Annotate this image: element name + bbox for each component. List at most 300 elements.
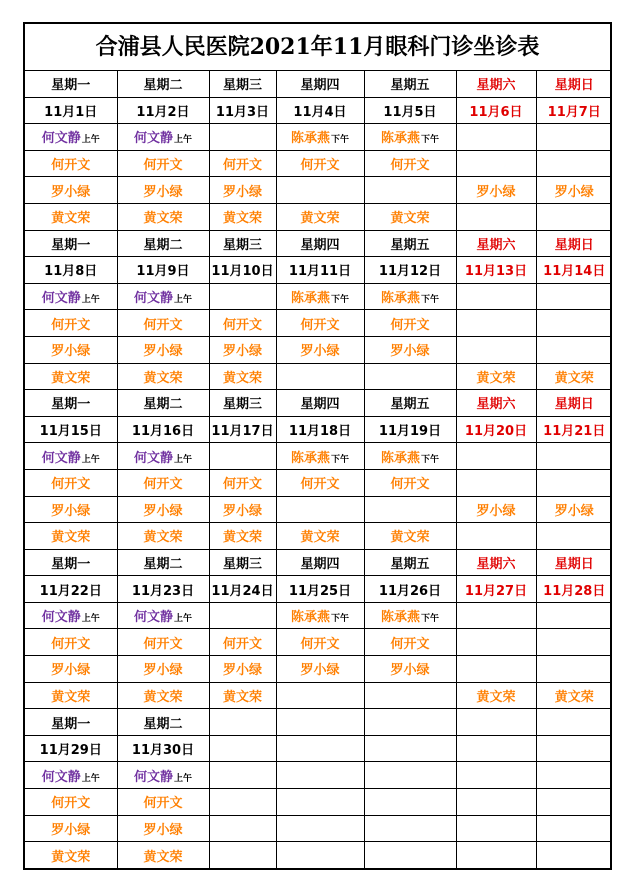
doctor-cell	[364, 124, 456, 151]
session-label: 上午	[174, 614, 193, 625]
date-row	[25, 416, 612, 443]
doctor-name: 何开文	[300, 477, 340, 493]
doctor-cell	[209, 602, 276, 629]
doctor-cell	[276, 469, 364, 496]
doctor-name: 罗小绿	[390, 344, 430, 360]
doctor-cell	[25, 203, 117, 230]
doctor-cell	[276, 523, 364, 550]
doctor-cell	[209, 336, 276, 363]
doctor-name: 黄文荣	[143, 849, 183, 865]
doctor-cell	[364, 363, 456, 390]
doctor-name: 黄文荣	[51, 849, 91, 865]
doctor-cell	[117, 789, 209, 816]
date-cell: 11月13日	[456, 257, 536, 284]
doctor-cell	[209, 496, 276, 523]
doctor-name: 何开文	[300, 158, 340, 174]
doctor-cell	[456, 150, 536, 177]
doctor-cell	[117, 656, 209, 683]
doctor-cell	[25, 815, 117, 842]
doctor-row	[25, 789, 612, 816]
doctor-cell	[25, 629, 117, 656]
doctor-row	[25, 177, 612, 204]
date-cell: 11月8日	[25, 257, 117, 284]
weekday-cell: 星期五	[364, 549, 456, 576]
date-cell: 11月29日	[25, 735, 117, 762]
doctor-name: 黄文荣	[222, 211, 262, 227]
session-label: 下午	[421, 614, 440, 625]
doctor-cell	[276, 496, 364, 523]
doctor-cell	[276, 283, 364, 310]
doctor-cell	[456, 602, 536, 629]
doctor-cell	[25, 602, 117, 629]
doctor-cell	[209, 283, 276, 310]
date-cell: 11月6日	[456, 97, 536, 124]
page-title: 合浦县人民医院2021年11月眼科门诊坐诊表	[25, 24, 610, 71]
doctor-cell	[536, 762, 612, 789]
doctor-name: 罗小绿	[222, 184, 262, 200]
weekday-cell: 星期二	[117, 230, 209, 257]
doctor-name: 罗小绿	[390, 663, 430, 679]
weekday-cell: 星期六	[456, 230, 536, 257]
doctor-cell	[25, 310, 117, 337]
doctor-name: 黄文荣	[222, 689, 262, 705]
doctor-row	[25, 842, 612, 868]
date-cell: 11月11日	[276, 257, 364, 284]
doctor-cell	[536, 496, 612, 523]
session-label: 上午	[81, 135, 100, 146]
date-cell: 11月12日	[364, 257, 456, 284]
doctor-cell	[364, 177, 456, 204]
weekday-cell: 星期三	[209, 390, 276, 417]
weekday-cell: 星期六	[456, 549, 536, 576]
doctor-cell	[364, 789, 456, 816]
date-cell: 11月28日	[536, 576, 612, 603]
doctor-cell	[364, 150, 456, 177]
weekday-row	[25, 709, 612, 736]
doctor-name: 陈承燕	[290, 610, 330, 626]
doctor-cell	[25, 842, 117, 868]
doctor-cell	[25, 682, 117, 709]
doctor-name: 罗小绿	[143, 344, 183, 360]
doctor-name: 黄文荣	[51, 370, 91, 386]
doctor-cell	[456, 443, 536, 470]
doctor-cell	[117, 523, 209, 550]
weekday-cell	[536, 709, 612, 736]
doctor-name: 何开文	[143, 317, 183, 333]
doctor-cell	[276, 656, 364, 683]
schedule-table	[25, 71, 612, 868]
date-cell: 11月30日	[117, 735, 209, 762]
doctor-name: 黄文荣	[554, 370, 594, 386]
doctor-row	[25, 629, 612, 656]
weekday-cell: 星期六	[456, 71, 536, 97]
doctor-name: 何文静	[41, 131, 81, 147]
doctor-cell	[209, 150, 276, 177]
doctor-cell	[456, 789, 536, 816]
doctor-name: 罗小绿	[143, 503, 183, 519]
doctor-cell	[276, 602, 364, 629]
doctor-name: 何开文	[390, 158, 430, 174]
doctor-name: 黄文荣	[300, 211, 340, 227]
doctor-cell	[536, 842, 612, 868]
doctor-cell	[536, 656, 612, 683]
doctor-cell	[117, 815, 209, 842]
doctor-name: 罗小绿	[51, 663, 91, 679]
doctor-name: 罗小绿	[222, 344, 262, 360]
doctor-name: 何开文	[143, 796, 183, 812]
date-cell: 11月22日	[25, 576, 117, 603]
doctor-cell	[209, 629, 276, 656]
date-cell	[276, 735, 364, 762]
doctor-cell	[209, 762, 276, 789]
doctor-cell	[364, 656, 456, 683]
doctor-name: 黄文荣	[51, 689, 91, 705]
weekday-row	[25, 390, 612, 417]
schedule-sheet	[23, 22, 612, 870]
doctor-cell	[536, 124, 612, 151]
doctor-name: 罗小绿	[51, 184, 91, 200]
weekday-cell: 星期三	[209, 71, 276, 97]
doctor-cell	[364, 443, 456, 470]
weekday-cell	[209, 709, 276, 736]
doctor-cell	[25, 177, 117, 204]
doctor-cell	[209, 203, 276, 230]
doctor-cell	[117, 496, 209, 523]
doctor-cell	[456, 469, 536, 496]
doctor-row	[25, 283, 612, 310]
doctor-name: 何开文	[51, 477, 91, 493]
doctor-name: 何文静	[133, 291, 173, 307]
date-cell: 11月21日	[536, 416, 612, 443]
weekday-cell: 星期一	[25, 71, 117, 97]
doctor-cell	[117, 150, 209, 177]
doctor-cell	[117, 363, 209, 390]
doctor-cell	[276, 682, 364, 709]
doctor-row	[25, 602, 612, 629]
date-cell: 11月18日	[276, 416, 364, 443]
doctor-cell	[536, 815, 612, 842]
weekday-cell: 星期三	[209, 549, 276, 576]
doctor-name: 罗小绿	[51, 503, 91, 519]
doctor-name: 何文静	[41, 450, 81, 466]
doctor-cell	[364, 336, 456, 363]
session-label: 上午	[81, 454, 100, 465]
doctor-name: 罗小绿	[143, 663, 183, 679]
doctor-cell	[209, 682, 276, 709]
doctor-cell	[364, 469, 456, 496]
doctor-row	[25, 762, 612, 789]
doctor-cell	[536, 629, 612, 656]
doctor-row	[25, 336, 612, 363]
doctor-cell	[25, 523, 117, 550]
date-cell: 11月16日	[117, 416, 209, 443]
doctor-cell	[117, 602, 209, 629]
weekday-row	[25, 71, 612, 97]
date-cell: 11月3日	[209, 97, 276, 124]
doctor-cell	[456, 815, 536, 842]
weekday-cell: 星期四	[276, 390, 364, 417]
doctor-name: 何文静	[133, 769, 173, 785]
doctor-cell	[25, 443, 117, 470]
session-label: 上午	[174, 135, 193, 146]
doctor-cell	[456, 629, 536, 656]
doctor-cell	[209, 789, 276, 816]
session-label: 上午	[174, 295, 193, 306]
doctor-cell	[456, 124, 536, 151]
doctor-name: 罗小绿	[476, 184, 516, 200]
doctor-cell	[536, 310, 612, 337]
doctor-row	[25, 124, 612, 151]
date-cell: 11月19日	[364, 416, 456, 443]
weekday-cell: 星期五	[364, 71, 456, 97]
doctor-cell	[536, 283, 612, 310]
doctor-cell	[456, 310, 536, 337]
doctor-cell	[25, 363, 117, 390]
doctor-cell	[209, 523, 276, 550]
doctor-cell	[117, 469, 209, 496]
doctor-cell	[209, 656, 276, 683]
weekday-cell: 星期一	[25, 230, 117, 257]
doctor-name: 黄文荣	[300, 530, 340, 546]
doctor-name: 何文静	[133, 131, 173, 147]
doctor-name: 罗小绿	[51, 344, 91, 360]
doctor-cell	[536, 177, 612, 204]
doctor-cell	[276, 629, 364, 656]
weekday-cell: 星期二	[117, 549, 209, 576]
doctor-row	[25, 523, 612, 550]
date-cell: 11月25日	[276, 576, 364, 603]
doctor-cell	[456, 762, 536, 789]
doctor-name: 何开文	[51, 317, 91, 333]
weekday-cell: 星期五	[364, 390, 456, 417]
session-label: 下午	[331, 454, 350, 465]
doctor-name: 何开文	[51, 636, 91, 652]
doctor-name: 罗小绿	[554, 184, 594, 200]
doctor-cell	[536, 789, 612, 816]
doctor-name: 何文静	[133, 450, 173, 466]
doctor-cell	[456, 363, 536, 390]
doctor-name: 罗小绿	[476, 503, 516, 519]
doctor-cell	[25, 150, 117, 177]
doctor-cell	[25, 469, 117, 496]
doctor-cell	[117, 762, 209, 789]
doctor-name: 何开文	[390, 636, 430, 652]
weekday-cell	[456, 709, 536, 736]
doctor-name: 何开文	[51, 158, 91, 174]
doctor-cell	[456, 682, 536, 709]
doctor-cell	[25, 496, 117, 523]
doctor-name: 何开文	[222, 636, 262, 652]
doctor-cell	[536, 682, 612, 709]
weekday-cell: 星期一	[25, 709, 117, 736]
doctor-cell	[456, 283, 536, 310]
session-label: 下午	[421, 135, 440, 146]
doctor-cell	[117, 177, 209, 204]
schedule-body	[25, 71, 612, 868]
date-cell	[456, 735, 536, 762]
doctor-name: 罗小绿	[222, 503, 262, 519]
doctor-name: 何开文	[143, 477, 183, 493]
weekday-cell: 星期一	[25, 549, 117, 576]
doctor-cell	[364, 496, 456, 523]
doctor-cell	[364, 283, 456, 310]
doctor-cell	[25, 762, 117, 789]
session-label: 下午	[331, 135, 350, 146]
weekday-cell: 星期日	[536, 230, 612, 257]
doctor-cell	[276, 762, 364, 789]
date-cell: 11月15日	[25, 416, 117, 443]
doctor-row	[25, 203, 612, 230]
doctor-cell	[456, 336, 536, 363]
doctor-name: 何开文	[300, 636, 340, 652]
doctor-name: 黄文荣	[143, 530, 183, 546]
doctor-row	[25, 496, 612, 523]
weekday-cell: 星期二	[117, 71, 209, 97]
doctor-name: 陈承燕	[380, 291, 420, 307]
doctor-cell	[536, 203, 612, 230]
doctor-name: 何开文	[300, 317, 340, 333]
doctor-cell	[117, 443, 209, 470]
doctor-cell	[456, 842, 536, 868]
doctor-cell	[456, 656, 536, 683]
date-cell: 11月17日	[209, 416, 276, 443]
weekday-cell: 星期一	[25, 390, 117, 417]
doctor-name: 何开文	[51, 796, 91, 812]
doctor-name: 黄文荣	[51, 211, 91, 227]
doctor-cell	[117, 336, 209, 363]
doctor-name: 罗小绿	[300, 663, 340, 679]
weekday-cell	[276, 709, 364, 736]
doctor-name: 何开文	[222, 477, 262, 493]
doctor-name: 陈承燕	[380, 610, 420, 626]
doctor-cell	[209, 363, 276, 390]
weekday-row	[25, 230, 612, 257]
doctor-cell	[276, 310, 364, 337]
session-label: 上午	[174, 454, 193, 465]
weekday-cell	[364, 709, 456, 736]
date-row	[25, 97, 612, 124]
doctor-cell	[117, 842, 209, 868]
doctor-cell	[276, 203, 364, 230]
doctor-cell	[276, 842, 364, 868]
doctor-cell	[25, 789, 117, 816]
date-cell	[209, 735, 276, 762]
doctor-cell	[536, 336, 612, 363]
date-cell: 11月10日	[209, 257, 276, 284]
doctor-cell	[536, 602, 612, 629]
doctor-cell	[364, 523, 456, 550]
doctor-name: 何开文	[143, 636, 183, 652]
date-cell: 11月26日	[364, 576, 456, 603]
doctor-name: 罗小绿	[554, 503, 594, 519]
doctor-row	[25, 469, 612, 496]
doctor-cell	[276, 815, 364, 842]
doctor-cell	[456, 203, 536, 230]
doctor-name: 何开文	[390, 317, 430, 333]
date-cell	[364, 735, 456, 762]
date-row	[25, 735, 612, 762]
doctor-cell	[117, 682, 209, 709]
date-row	[25, 257, 612, 284]
doctor-cell	[117, 203, 209, 230]
doctor-cell	[209, 469, 276, 496]
doctor-name: 陈承燕	[380, 450, 420, 466]
doctor-cell	[276, 363, 364, 390]
doctor-cell	[364, 310, 456, 337]
date-cell: 11月2日	[117, 97, 209, 124]
doctor-name: 黄文荣	[143, 370, 183, 386]
date-cell: 11月23日	[117, 576, 209, 603]
weekday-cell: 星期二	[117, 709, 209, 736]
doctor-cell	[536, 150, 612, 177]
session-label: 下午	[421, 454, 440, 465]
date-cell: 11月5日	[364, 97, 456, 124]
weekday-cell: 星期日	[536, 549, 612, 576]
session-label: 下午	[421, 295, 440, 306]
doctor-name: 陈承燕	[380, 131, 420, 147]
doctor-cell	[456, 523, 536, 550]
doctor-cell	[364, 203, 456, 230]
doctor-cell	[364, 762, 456, 789]
doctor-name: 何开文	[222, 317, 262, 333]
doctor-name: 陈承燕	[290, 450, 330, 466]
weekday-cell: 星期六	[456, 390, 536, 417]
doctor-cell	[209, 177, 276, 204]
doctor-cell	[276, 336, 364, 363]
doctor-row	[25, 815, 612, 842]
doctor-name: 黄文荣	[222, 370, 262, 386]
doctor-cell	[117, 283, 209, 310]
doctor-cell	[456, 177, 536, 204]
doctor-cell	[456, 496, 536, 523]
date-cell: 11月14日	[536, 257, 612, 284]
doctor-name: 罗小绿	[300, 344, 340, 360]
date-cell: 11月4日	[276, 97, 364, 124]
doctor-cell	[364, 629, 456, 656]
weekday-cell: 星期五	[364, 230, 456, 257]
doctor-name: 陈承燕	[290, 291, 330, 307]
doctor-cell	[117, 310, 209, 337]
date-cell: 11月24日	[209, 576, 276, 603]
doctor-cell	[25, 124, 117, 151]
doctor-row	[25, 150, 612, 177]
weekday-cell: 星期三	[209, 230, 276, 257]
doctor-name: 黄文荣	[143, 689, 183, 705]
date-cell: 11月7日	[536, 97, 612, 124]
weekday-cell: 星期二	[117, 390, 209, 417]
date-cell	[536, 735, 612, 762]
weekday-row	[25, 549, 612, 576]
doctor-cell	[536, 469, 612, 496]
doctor-name: 陈承燕	[290, 131, 330, 147]
doctor-name: 何文静	[41, 769, 81, 785]
doctor-cell	[536, 363, 612, 390]
session-label: 上午	[81, 773, 100, 784]
doctor-name: 黄文荣	[390, 530, 430, 546]
doctor-cell	[25, 336, 117, 363]
doctor-name: 何开文	[222, 158, 262, 174]
doctor-cell	[117, 629, 209, 656]
weekday-cell: 星期四	[276, 71, 364, 97]
doctor-name: 何开文	[390, 477, 430, 493]
doctor-cell	[364, 815, 456, 842]
doctor-name: 罗小绿	[222, 663, 262, 679]
doctor-cell	[364, 682, 456, 709]
doctor-cell	[276, 150, 364, 177]
date-cell: 11月27日	[456, 576, 536, 603]
doctor-cell	[276, 177, 364, 204]
doctor-row	[25, 443, 612, 470]
